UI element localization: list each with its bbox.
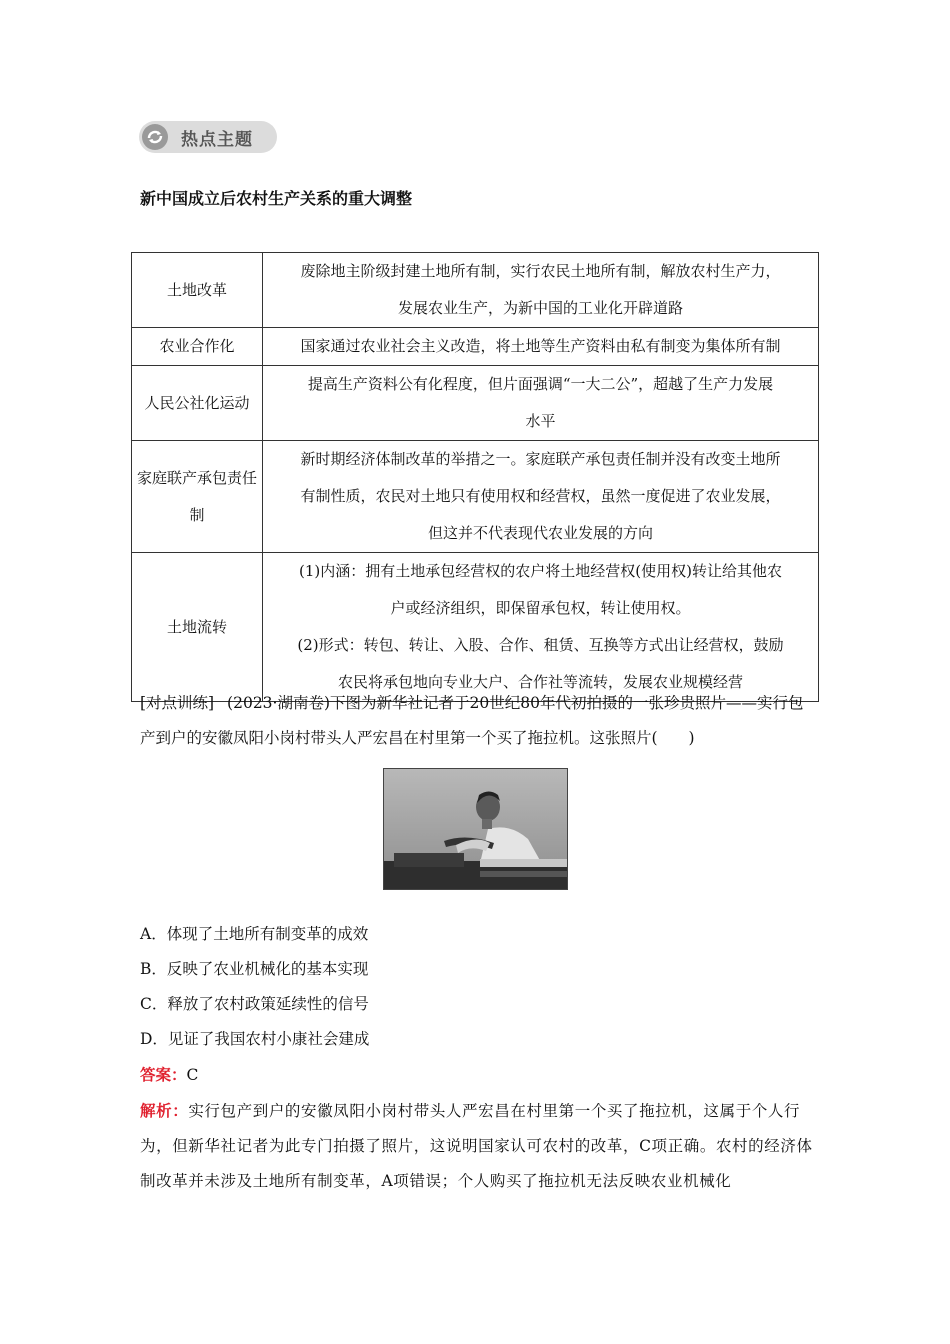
answer-value: C	[186, 1066, 199, 1084]
table-row	[132, 253, 819, 328]
value-line: 农民将承包地向专业大户、合作社等流转，发展农业规模经营	[337, 673, 743, 691]
value-line: 国家通过农业社会主义改造，将土地等生产资料由私有制变为集体所有制	[300, 337, 781, 355]
row-key: 人民公社化运动	[132, 366, 263, 441]
table-row	[132, 441, 819, 553]
table-row	[132, 553, 819, 702]
question-tag: [对点训练]	[140, 694, 215, 712]
question-text: (2023·湖南卷)下图为新华社记者于20世纪80年代初拍摄的一张珍贵照片——实行包产到户的安徽凤阳小岗村带头人严宏昌在村里第一个买了拖拉机。这张照片( )	[140, 694, 804, 747]
option-b[interactable]: B．反映了农业机械化的基本实现	[140, 960, 369, 978]
value-line: 新时期经济体制改革的举措之一。家庭联产承包责任制并没有改变土地所	[300, 450, 781, 468]
value-line: 废除地主阶级封建土地所有制，实行农民土地所有制，解放农村生产力，	[300, 262, 781, 280]
value-line: 户或经济组织，即保留承包权，转让使用权。	[390, 599, 691, 617]
value-line: 有制性质，农民对土地只有使用权和经营权，虽然一度促进了农业发展，	[300, 487, 781, 505]
section-badge	[139, 121, 277, 153]
value-line: 但这并不代表现代农业发展的方向	[427, 524, 653, 542]
value-line: 水平	[525, 412, 556, 430]
row-value	[263, 441, 819, 553]
analysis-label: 解析：	[140, 1101, 189, 1120]
value-line: 发展农业生产，为新中国的工业化开辟道路	[397, 299, 683, 317]
topic-heading: 新中国成立后农村生产关系的重大调整	[140, 189, 413, 208]
option-d[interactable]: D．见证了我国农村小康社会建成	[140, 1030, 370, 1048]
value-line: (2)形式：转包、转让、入股、合作、租赁、互换等方式出让经营权，鼓励	[297, 636, 784, 654]
analysis-paragraph	[140, 1093, 816, 1199]
row-key: 家庭联产承包责任制	[132, 441, 263, 553]
question-photo	[383, 768, 568, 890]
topic-table	[131, 252, 819, 702]
row-value	[263, 328, 819, 366]
photo-man-on-tractor-icon	[384, 769, 567, 889]
row-value	[263, 253, 819, 328]
value-line: (1)内涵：拥有土地承包经营权的农户将土地经营权(使用权)转让给其他农	[299, 562, 782, 580]
table-row	[132, 328, 819, 366]
question-stem	[140, 686, 816, 756]
row-value	[263, 366, 819, 441]
value-line: 提高生产资料公有化程度，但片面强调“一大二公”，超越了生产力发展	[307, 375, 774, 393]
row-key: 土地改革	[132, 253, 263, 328]
row-key: 土地流转	[132, 553, 263, 702]
analysis-text: 实行包产到户的安徽凤阳小岗村带头人严宏昌在村里第一个买了拖拉机，这属于个人行为，但新华社记者为此专门拍摄了照片，这说明国家认可农村的改革，C项正确。农村的经济体制改革并未涉及土地所有制变革，A项错误；个人购买了拖拉机无法反映农业机械化	[140, 1102, 813, 1190]
option-a[interactable]: A．体现了土地所有制变革的成效	[140, 925, 369, 943]
answer-label: 答案：	[140, 1065, 187, 1084]
badge-label: 热点主题	[181, 130, 253, 150]
row-value	[263, 553, 819, 702]
row-key: 农业合作化	[132, 328, 263, 366]
answer-line	[140, 1063, 198, 1085]
option-c[interactable]: C．释放了农村政策延续性的信号	[140, 995, 369, 1013]
refresh-cycle-icon	[141, 123, 169, 151]
table-row	[132, 366, 819, 441]
